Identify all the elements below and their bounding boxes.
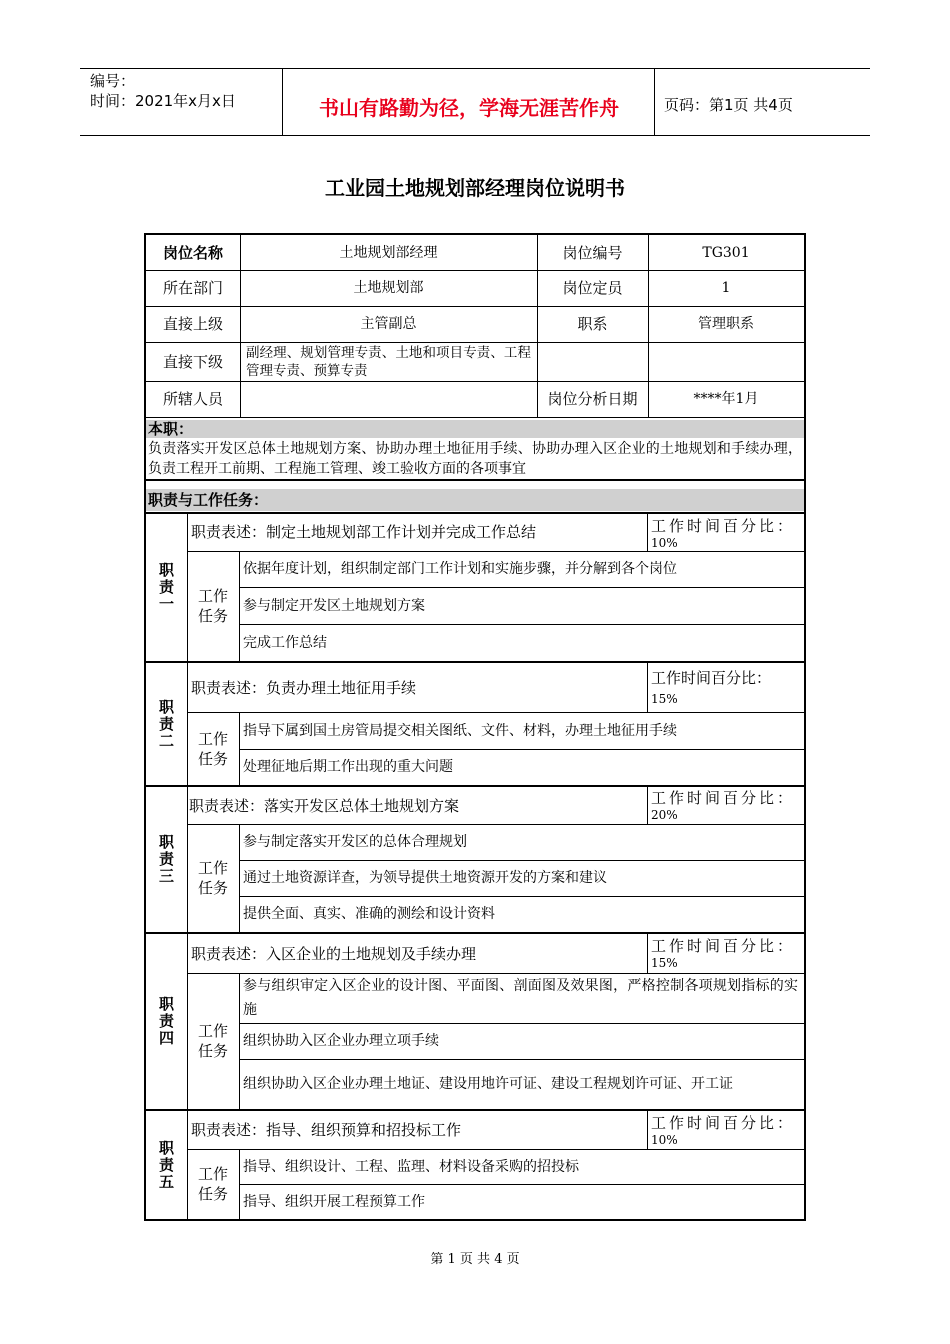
duty-3-name: 职责三	[157, 834, 175, 885]
duty-3-task-2: 通过土地资源详查，为领导提供土地资源开发的方案和建议	[243, 870, 607, 886]
superior-label: 直接上级	[162, 315, 223, 333]
duty-2-pct-label: 工作时间百分比：	[651, 669, 772, 687]
position-name-value: 土地规划部经理	[339, 244, 438, 261]
subordinate-label: 直接下级	[162, 352, 223, 371]
position-name-label: 岗位名称	[162, 243, 223, 262]
duty-2-statement: 职责表述：负责办理土地征用手续	[191, 678, 417, 697]
doc-number-label: 编号：	[90, 72, 136, 90]
duty-1-task-label: 工作任务	[197, 587, 228, 625]
duty-2-task-1: 指导下属到国土房管局提交相关图纸、文件、材料，办理土地征用手续	[243, 722, 677, 739]
duty-4-pct-label: 工作时间百分比：	[651, 937, 796, 955]
header-divider-2	[654, 68, 655, 135]
duty-2-task-2: 处理征地后期工作出现的重大问题	[243, 759, 453, 775]
headcount-value: 1	[721, 280, 731, 296]
duty-5-pct	[651, 1112, 801, 1147]
header-bottom-rule	[80, 135, 870, 136]
duty-5-pct-label: 工作时间百分比：	[651, 1114, 796, 1132]
analysis-date-value: ****年1月	[693, 391, 759, 407]
department-value: 土地规划部	[353, 280, 424, 296]
duty-5-task-2: 指导、组织开展工程预算工作	[243, 1193, 425, 1210]
duty-2-task-label: 工作任务	[197, 729, 228, 768]
department-label: 所在部门	[162, 279, 223, 297]
duty-3-pct	[651, 787, 801, 822]
position-no-label: 岗位编号	[562, 243, 623, 262]
duty-4-pct-value: 15%	[651, 956, 678, 970]
summary-label: 本职：	[148, 420, 194, 438]
duty-5-pct-value: 10%	[651, 1133, 678, 1147]
duty-1-task-2: 参与制定开发区土地规划方案	[243, 597, 425, 614]
duty-3-task-1: 参与制定落实开发区的总体合理规划	[243, 834, 467, 850]
duties-title: 职责与工作任务：	[148, 491, 269, 509]
page-info: 页码：第1页 共4页	[664, 96, 793, 114]
page-title: 工业园土地规划部经理岗位说明书	[325, 176, 625, 200]
summary-text: 负责落实开发区总体土地规划方案、协助办理土地征用手续、协助办理入区企业的土地规划和手续办理，负责工程开工前期、工程施工管理、竣工验收方面的各项事宜	[148, 441, 802, 477]
duty-3-task-3: 提供全面、真实、准确的测绘和设计资料	[243, 906, 495, 922]
duty-5-name: 职责五	[157, 1139, 175, 1191]
duty-4-statement: 职责表述：入区企业的土地规划及手续办理	[191, 944, 477, 963]
header-divider-1	[282, 68, 283, 135]
duty-1-pct	[651, 515, 801, 550]
analysis-date-label: 岗位分析日期	[547, 390, 638, 408]
duty-2-name: 职责二	[157, 698, 175, 750]
duty-1-name: 职责一	[157, 561, 175, 613]
duty-3-pct-value: 20%	[651, 808, 678, 822]
header-top-rule	[80, 68, 870, 69]
duty-4-task-3: 组织协助入区企业办理土地证、建设用地许可证、建设工程规划许可证、开工证	[243, 1076, 733, 1092]
duty-1-statement: 职责表述：制定土地规划部工作计划并完成工作总结	[191, 523, 537, 541]
duty-3-pct-label: 工作时间百分比：	[651, 789, 796, 807]
duty-1-pct-label: 工作时间百分比：	[651, 517, 796, 535]
duty-4-task-label: 工作任务	[197, 1022, 228, 1060]
staff-value	[240, 381, 537, 417]
duty-1-pct-value: 10%	[651, 536, 678, 550]
staff-label: 所辖人员	[162, 390, 223, 408]
duty-5-task-label: 工作任务	[197, 1165, 228, 1203]
job-family-label: 职系	[577, 315, 608, 333]
duty-5-task-1: 指导、组织设计、工程、监理、材料设备采购的招投标	[243, 1158, 579, 1175]
duty-4-name: 职责四	[157, 996, 175, 1047]
job-description-table	[144, 233, 806, 1221]
position-no-value: TG301	[702, 244, 750, 261]
duty-5-statement: 职责表述：指导、组织预算和招投标工作	[191, 1121, 462, 1139]
doc-time-label: 时间：2021年x月x日	[90, 92, 236, 110]
headcount-label: 岗位定员	[562, 279, 623, 297]
duty-4-task-2: 组织协助入区企业办理立项手续	[243, 1033, 439, 1049]
duty-1-task-1: 依据年度计划，组织制定部门工作计划和实施步骤，并分解到各个岗位	[243, 561, 677, 577]
motto: 书山有路勤为径，学海无涯苦作舟	[319, 96, 619, 120]
duty-4-pct	[651, 935, 801, 970]
job-family-value: 管理职系	[698, 316, 754, 332]
duty-4-task-1: 参与组织审定入区企业的设计图、平面图、剖面图及效果图，严格控制各项规划指标的实施	[243, 978, 798, 1018]
summary-label-band	[146, 420, 804, 438]
superior-value: 主管副总	[360, 316, 417, 332]
duty-2-pct	[651, 667, 801, 706]
duty-3-task-label: 工作任务	[197, 859, 228, 897]
subordinate-value: 副经理、规划管理专责、土地和项目专责、工程管理专责、预算专责	[246, 344, 531, 379]
duty-2-pct-value: 15%	[651, 692, 678, 706]
page-footer: 第 1 页 共 4 页	[430, 1252, 520, 1267]
duty-1-task-3: 完成工作总结	[243, 634, 327, 651]
duty-3-statement: 职责表述：落实开发区总体土地规划方案	[189, 796, 460, 815]
